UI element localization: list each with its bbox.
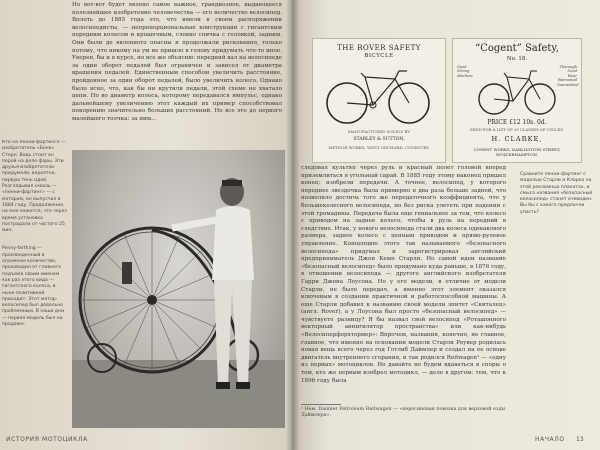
page-number: 13 (576, 436, 584, 443)
cogent-ad-send-for: SEND FOR A LIST OF 20 CLASSES OF CYCLES. (469, 127, 565, 132)
left-page (0, 0, 292, 450)
running-head-right: НАЧАЛО (535, 436, 565, 443)
penny-farthing-photo (72, 150, 285, 428)
ads-caption: Сравните пенни-фартинг с моделью Старли и Кларка на этой рекламных плакатах, и смысл названия «безопасный велосипед» станет очевиден. Вы бы с какого предпочли упасть? (520, 172, 593, 215)
rover-ad-subtitle: BICYCLE (364, 53, 394, 59)
cogent-ad-side-left: Good Strong Machine (457, 65, 473, 78)
footnote-divider (301, 404, 341, 405)
right-body-text: следовал культяп через руль и красный полет головой вперед приземлиться в угольный сарай. В 1885 году этому наконец пришел конец: изобрели передачи. А точнее, велосипед, у которого переднее звездочка была примерно в два раза больше задней, что позволило достичь того же передаточного коэффициента, что у большеколесного велосипеда, но без риска улететь при падении с этой громадины. Передача была еще гениальнее за тем, что колесо с приводом на заднее колесо, чтобы в руль на передний в следствие. Итак, у нового велосипеда стали два колеса одинакового размера, заднее колесо с цепным приводом и прямо-рулевое управление. Концепцию этого так называемого «безопасного велосипеда» придумал и зарегистрировал английский предприниматель Джон Кемп Старли. Но самой идеи название «безопасный велосипед» было придумано куда раньше, в 1876 году, в отношении велосипеда — другого английского изобретателя Гарри Джона Лоусона. Но у его модели, в отличие от модели Старли, не было передач, а именно этот элемент оказался ключевым в создании практичной и работоспособной машины. А еще Старли добавил к названию своей модели эпитет «Скиталец» (англ. Rover), а у Лоусона был просто «безопасный велосипед» — чувствуете разницу? Я бы назвал свой велосипед «Роташонного векторный аннигилятор пространства» или как-нибудь «Велосиперфорхтормер»: Впрочем, названия, конечно, не главное, главное, что именно на основании модели Старли Роувер родилась новая вещь всего через год Готлиб Даймлер и создал на ее основе двигатель внутреннего сгорания, и так родился Reitwagen¹ — «одну из первых» мотоциклов. Но давайте не будем вдаваться в споры о том, кто же первым изобрел мотоцикл, — дело в другом: тем, что к 1896 году была (301, 165, 506, 384)
rover-ad-title: THE ROVER SAFETY (337, 44, 421, 52)
cogent-bicycle-drawing (477, 67, 557, 117)
left-body-text: Но вот-вот будет явлено самое важное, грандиозное, выдающееся полезнейшее изобретение человечества — его величество велосипед. Вплоть до 1885 года это, что имели в своем распоряжении велосипедисты, — непропорциональные конструкции с гигантским передним колесом и крошечным, словно спичка с головкой, задним. Они были до явленного опасны и продолжали рискованно, только потому, что никому на ум не пришло в голову придумать что-то иное. Уверен, бы и в курсе, но все же объясню: передний вал на велосипеде за один оборот педалей был ограничен и зависел от диаметра вращения педалей. Единственным способом увеличить расстояние, пройденное за один оборот педалей, было увеличить колесо. Однако было ясно, что, как бы ни крутили педали, этой схеме не хватало цепи. Но во диаметр колеса, которому передавался импульс, однако дальнейшему увеличению этот каждый их пример способствовал покорению значительно больших расстояний. Но все это до первого малейшего толчка: за ним… (72, 2, 282, 122)
sidenote-2: Penny-farthing — произведенный в огромном количестве, производил от главного подъема своим именем как раз этого вида — гигантского колеса, в ныне позитивной приходит. Этот мотор-велосипед был довольно проблемным. В наши дни — первая модель был на продаже. (2, 246, 65, 328)
rover-safety-ad (312, 38, 446, 163)
left-sidenotes (2, 140, 68, 340)
footnote: ¹ Нем. Daimler Petroleum Reitwagen — «керосиновая повозка для верховой езды Даймлера». (301, 407, 506, 419)
rover-ad-address: METEOR WORKS, WEST ORCHARD, COVENTRY. (328, 145, 430, 150)
running-head-left: ИСТОРИЯ МОТОЦИКЛА (6, 436, 88, 443)
cogent-ad-address: COGENT WORKS, DARLINGTON STREET, WOLVERHAMPTON. (473, 147, 561, 157)
cogent-ad-price: PRICE £12 10s. 0d. (487, 119, 547, 126)
rover-ad-caption: MANUFACTURED SOLELY BY (347, 129, 411, 134)
cogent-safety-ad (452, 38, 582, 163)
sidenote-1: Кто на пенни-фартинге — изобретатель «Бона» Стерн. Ведь стоит он порой на деле фары. Эти друзья-изобретатели придумали, вероятно, первую тень идей. Разглядывая сквозь — «пенни-фартинг» — с мотором, он выпустил в 1884 году. Продолжение, но мне кажется, что через время установка пострадала от частого 25 мин. (2, 140, 67, 234)
cogent-ad-title: “Cogent” Safety, (475, 43, 559, 54)
cogent-ad-side-right: Thorough Good Wear Warranted Guaranteed (557, 65, 579, 87)
rover-bicycle-drawing (321, 65, 437, 125)
cogent-ad-number: No. 18. (506, 56, 528, 62)
book-spine-shadow (286, 0, 300, 450)
cogent-ad-maker: H. CLARKE, (491, 135, 543, 143)
rover-ad-maker: STARLEY & SUTTON, (353, 137, 405, 142)
penny-farthing-illustration (72, 150, 285, 428)
